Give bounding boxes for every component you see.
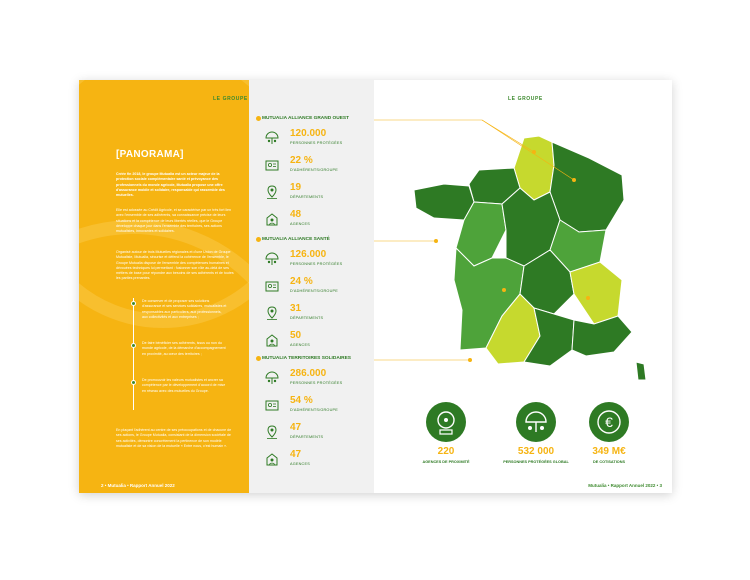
page-footer: 2 • Mutualia • Rapport Annuel 2022 [101, 483, 175, 488]
stat-label: AGENCES [290, 222, 310, 226]
france-map [374, 80, 672, 380]
stat-label: DÉPARTEMENTS [290, 316, 324, 320]
agency-icon [264, 451, 280, 467]
stat-value: 31 [290, 303, 302, 314]
stat-label: AGENCES [290, 343, 310, 347]
bullet-dot [131, 301, 136, 306]
page-header: LE GROUPE [213, 96, 248, 102]
umbrella-people-icon [264, 130, 280, 146]
total-label: AGENCES DE PROXIMITÉ [422, 460, 470, 464]
closing-paragraph: En plaçant l'adhérent au centre de ses préoccupations et de chacune de ses actions, le Groupe Mutualia, consistant de la dimension sociétale de ses activités, démontre concrètement la pertinence de son modèle mutualiste et de sa vision de la mutuelle « Entre nous, c'est humain ». [116, 428, 232, 448]
map-region-corsica [636, 362, 646, 380]
stat-label: DÉPARTEMENTS [290, 435, 324, 439]
agency-globe-icon [426, 402, 466, 442]
section-title: MUTUALIA ALLIANCE SANTÉ [262, 237, 330, 242]
stat-value: 286.000 [290, 368, 327, 379]
euro-icon [589, 402, 629, 442]
map-region-brittany [414, 184, 474, 220]
total-value: 220 [437, 446, 455, 457]
map-pin-icon [264, 305, 280, 321]
section-title: MUTUALIA TERRITOIRES SOLIDAIRES [262, 356, 352, 361]
id-card-icon [264, 278, 280, 294]
total-label: DE COTISATIONS [593, 460, 625, 464]
stat-value: 120.000 [290, 128, 327, 139]
stat-value: 47 [290, 449, 302, 460]
stat-value: 47 [290, 422, 302, 433]
section-marker [256, 237, 261, 242]
umbrella-people-icon [516, 402, 556, 442]
bullet-dot [131, 380, 136, 385]
section-marker [256, 356, 261, 361]
id-card-icon [264, 157, 280, 173]
map-pin-icon [264, 184, 280, 200]
bullet-item: De conserver et de proposer ses solutions d'assurance et ses services solidaires, mutualistes et responsables aux particuliers, aux professionnels, aux collectivités et aux entreprises ; [142, 299, 227, 319]
total-label: PERSONNES PROTÉGÉES GLOBAL [503, 460, 569, 464]
umbrella-people-icon [264, 251, 280, 267]
page-footer: Mutualia • Rapport Annuel 2022 • 3 [588, 483, 662, 488]
bullet-divider [133, 298, 134, 410]
right-page [374, 80, 672, 493]
stat-value: 24 % [290, 276, 313, 287]
section-marker [256, 116, 261, 121]
map-region-paca [572, 316, 632, 356]
stat-label: D'ADHÉRENTS/GROUPE [290, 408, 338, 412]
body-paragraph: Organisé autour de trois Mutuelles régionales et d'une Union de Groupe Mutualiste, Mutualia, sécurise et défend la cohérence de l'ensemble, le Groupe Mutualia dispose de l'ensemble des compétences humaines et dévouées techniques lui permettant : fusionner son rôle au-delà de ses métiers de base pour répondre aux besoins de ses adhérents et de toutes les parties prenantes. [116, 250, 234, 281]
map-pin-icon [264, 424, 280, 440]
stat-label: PERSONNES PROTÉGÉES [290, 141, 343, 145]
stat-label: PERSONNES PROTÉGÉES [290, 262, 343, 266]
stat-label: DÉPARTEMENTS [290, 195, 324, 199]
umbrella-people-icon [264, 370, 280, 386]
page-title: [PANORAMA] [116, 149, 184, 160]
body-paragraph: Elle est adossée au Crédit Agricole, et se caractérise par un très fort lien avec l'ensemble de ses adhérents, sa connaissance précise de leurs situations et la compétence de leurs libertés réelles, que le Groupe développe chaque jour dans l'ensemble des territoires, ses actions mutualistes, innovantes et solidaires. [116, 208, 232, 234]
stat-value: 54 % [290, 395, 313, 406]
map-region-east [550, 142, 624, 232]
total-value: 349 M€ [592, 446, 626, 457]
page-header: LE GROUPE [508, 96, 543, 102]
stat-value: 22 % [290, 155, 313, 166]
stat-label: AGENCES [290, 462, 310, 466]
stat-value: 19 [290, 182, 302, 193]
stat-label: PERSONNES PROTÉGÉES [290, 381, 343, 385]
stat-value: 50 [290, 330, 302, 341]
agency-icon [264, 211, 280, 227]
map-region-alps [570, 262, 622, 324]
id-card-icon [264, 397, 280, 413]
intro-paragraph: Créée fin 2018, le groupe Mutualia est un acteur majeur de la protection sociale complémentaire santé et prévoyance des professionnels du monde agricole, Mutualia propose une offre d'assurance mobile et solidaire, responsable qui rassemble des mutuelles. [116, 172, 225, 198]
left-page [79, 80, 374, 493]
stat-value: 126.000 [290, 249, 327, 260]
section-title: MUTUALIA ALLIANCE GRAND OUEST [262, 116, 350, 121]
stat-label: D'ADHÉRENTS/GROUPE [290, 289, 338, 293]
report-spread [79, 80, 672, 493]
svg-text:€: € [605, 414, 613, 430]
stat-value: 48 [290, 209, 302, 220]
stat-label: D'ADHÉRENTS/GROUPE [290, 168, 338, 172]
total-value: 532 000 [517, 446, 555, 457]
agency-icon [264, 332, 280, 348]
bullet-dot [131, 343, 136, 348]
bullet-item: De promouvoir les valeurs mutualistes et ancrer sa compétence par le développement d'accord de mise en réseau avec des mutuelles du Groupe. [142, 378, 226, 393]
bullet-item: De faire bénéficier ses adhérents, issus ou non du monde agricole, de la démarche d'accompagnement en proximité, au cœur des territoires ; [142, 341, 226, 356]
